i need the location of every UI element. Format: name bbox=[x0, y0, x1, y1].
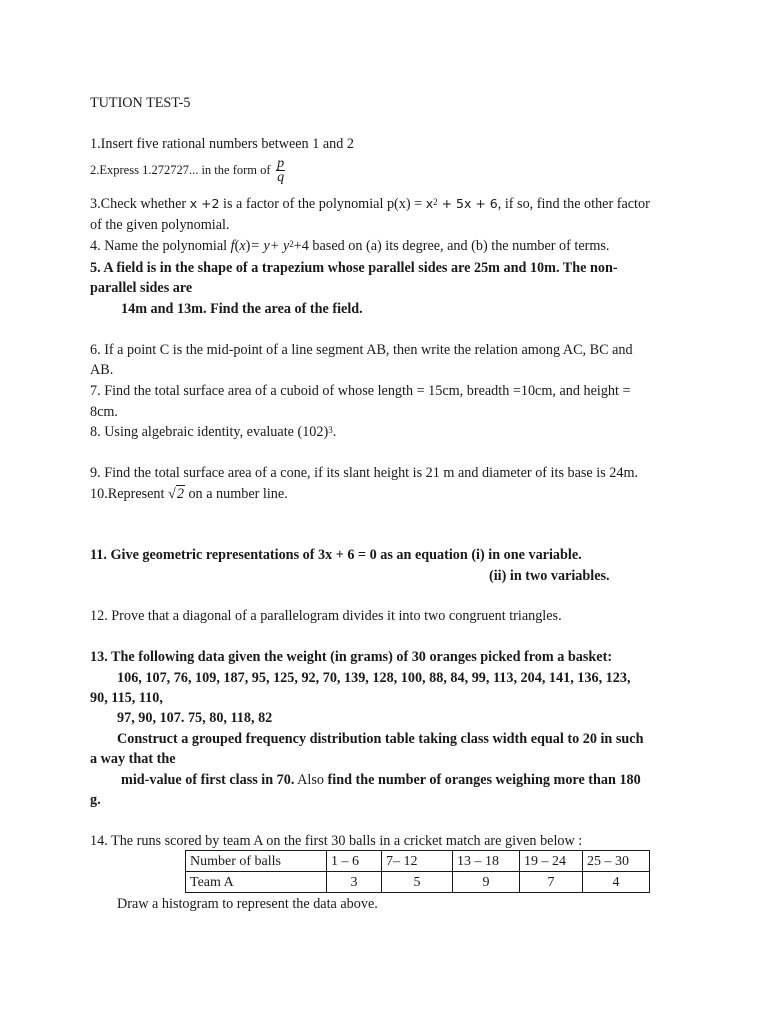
q4-exponent: 2 bbox=[289, 239, 294, 249]
q13-also: Also bbox=[294, 772, 328, 788]
question-7-line-1: 7. Find the total surface area of a cuboid of whose length = 15cm, breadth =10cm, and height = bbox=[90, 383, 631, 399]
question-5-line-1: 5. A field is in the shape of a trapezium whose parallel sides are 25m and 10m. The non- bbox=[90, 260, 618, 276]
question-14-outro: Draw a histogram to represent the data above. bbox=[117, 896, 378, 912]
table-cell: 4 bbox=[583, 872, 650, 893]
table-cell: 13 – 18 bbox=[453, 851, 520, 872]
question-9: 9. Find the total surface area of a cone, if its slant height is 21 m and diameter of its base is 24m. bbox=[90, 465, 639, 481]
table-cell: 1 – 6 bbox=[327, 851, 382, 872]
table-cell: 7 bbox=[520, 872, 583, 893]
q10-suffix: on a number line. bbox=[184, 486, 288, 502]
q13-mid-value: mid-value of first class in 70. bbox=[121, 772, 295, 788]
test-title: TUTION TEST-5 bbox=[90, 95, 191, 111]
q4-argument: x bbox=[239, 238, 246, 254]
table-header-row bbox=[186, 851, 650, 872]
q3-expression: x +2 bbox=[189, 196, 220, 211]
question-13-data-2: 90, 115, 110, bbox=[90, 690, 163, 706]
q4-rhs-rest: +4 bbox=[293, 238, 309, 254]
q4-rhs: = y+ y bbox=[250, 238, 290, 254]
question-3-line-2: of the given polynomial. bbox=[90, 217, 230, 233]
question-13-line-1: 13. The following data given the weight (in grams) of 30 oranges picked from a basket: bbox=[90, 649, 613, 665]
table-cell: 25 – 30 bbox=[583, 851, 650, 872]
q4-suffix: based on (a) its degree, and (b) the number of terms. bbox=[308, 238, 610, 254]
question-13-data-1: 106, 107, 76, 109, 187, 95, 125, 92, 70, 139, 128, 100, 88, 84, 99, 113, 204, 141, 136, 123, bbox=[117, 670, 631, 686]
table-cell: Team A bbox=[186, 872, 327, 893]
question-12: 12. Prove that a diagonal of a parallelogram divides it into two congruent triangles. bbox=[90, 608, 562, 624]
question-6-line-1: 6. If a point C is the mid-point of a line segment AB, then write the relation among AC, BC and bbox=[90, 342, 633, 358]
runs-table bbox=[185, 850, 650, 893]
table-cell: 5 bbox=[382, 872, 453, 893]
q8-exponent: 3 bbox=[328, 425, 333, 435]
p-over-q-fraction bbox=[276, 157, 285, 184]
square-root-symbol: √2 bbox=[168, 486, 184, 502]
q8-end: . bbox=[332, 424, 337, 440]
table-cell: 3 bbox=[327, 872, 382, 893]
question-13-data-3: 97, 90, 107. 75, 80, 118, 82 bbox=[117, 710, 273, 726]
question-1: 1.Insert five rational numbers between 1 and 2 bbox=[90, 136, 354, 152]
fraction-numerator: p bbox=[277, 156, 285, 171]
q13-find: find the number of oranges weighing more than 180 bbox=[327, 772, 641, 788]
question-8 bbox=[90, 423, 336, 441]
question-7-line-2: 8cm. bbox=[90, 404, 118, 420]
q8-text: 8. Using algebraic identity, evaluate (102) bbox=[90, 424, 329, 440]
question-11-line-1: 11. Give geometric representations of 3x + 6 = 0 as an equation (i) in one variable. bbox=[90, 547, 582, 563]
table-row bbox=[186, 872, 650, 893]
table-cell: 9 bbox=[453, 872, 520, 893]
question-13-line-6: a way that the bbox=[90, 751, 176, 767]
question-13-line-8: g. bbox=[90, 792, 101, 808]
fraction-denominator: q bbox=[277, 170, 285, 185]
question-6-line-2: AB. bbox=[90, 362, 114, 378]
sqrt-radicand: 2 bbox=[176, 486, 184, 502]
question-14-intro: 14. The runs scored by team A on the first 30 balls in a cricket match are given below : bbox=[90, 833, 583, 849]
table-cell: 7– 12 bbox=[382, 851, 453, 872]
question-5-line-2: parallel sides are bbox=[90, 280, 193, 296]
q4-right-bracket: ) bbox=[245, 238, 251, 254]
question-4 bbox=[90, 237, 609, 255]
question-13-line-5: Construct a grouped frequency distribution table taking class width equal to 20 in such bbox=[117, 731, 644, 747]
q3-part-c: , if so, find the other factor bbox=[497, 196, 650, 212]
question-3-line-1 bbox=[90, 195, 650, 213]
question-2-text: 2.Express 1.272727... in the form of bbox=[90, 162, 271, 177]
q3-part-a: 3.Check whether bbox=[90, 196, 190, 212]
table-cell: Number of balls bbox=[186, 851, 327, 872]
table-cell: 19 – 24 bbox=[520, 851, 583, 872]
q4-prefix: 4. Name the polynomial bbox=[90, 238, 231, 254]
q4-left-bracket: ( bbox=[234, 238, 240, 254]
q4-function-name: f bbox=[230, 238, 235, 254]
question-11-line-2: (ii) in two variables. bbox=[489, 568, 610, 584]
q10-prefix: 10.Represent bbox=[90, 486, 169, 502]
q3-poly-base: x bbox=[425, 196, 434, 211]
question-10 bbox=[90, 485, 288, 503]
q3-poly-rest: + 5x + 6 bbox=[437, 196, 498, 211]
question-13-line-7 bbox=[121, 771, 641, 789]
q3-part-b: is a factor of the polynomial p(x) = bbox=[219, 196, 426, 212]
question-2 bbox=[90, 157, 285, 184]
q3-poly-exponent: 2 bbox=[433, 197, 438, 207]
question-5-line-3: 14m and 13m. Find the area of the field. bbox=[121, 301, 363, 317]
